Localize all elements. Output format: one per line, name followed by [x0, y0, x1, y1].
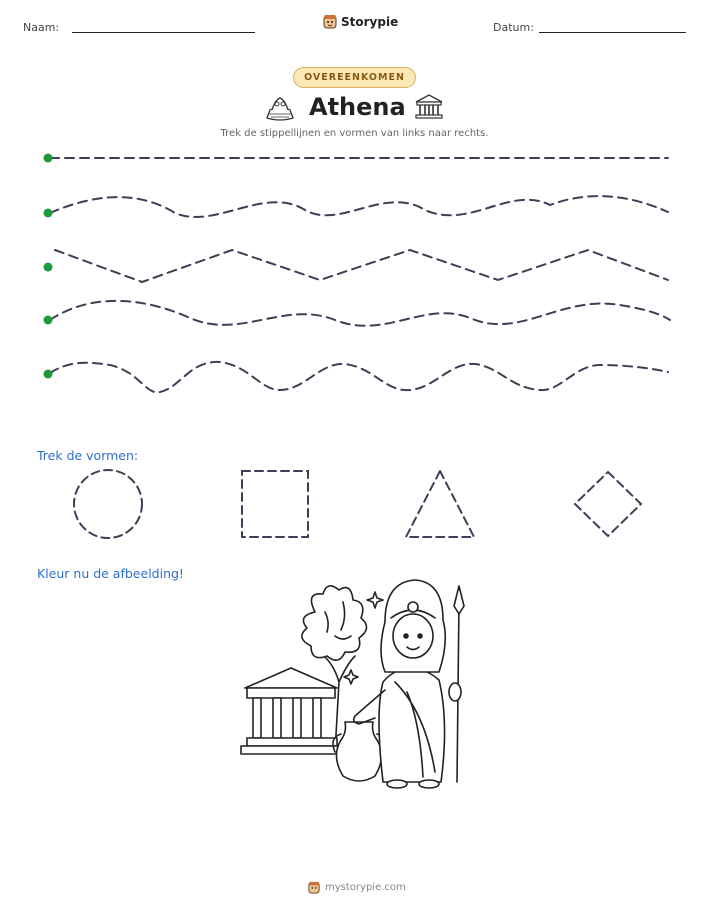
- temple-roof: [245, 668, 337, 688]
- start-dot-3: [44, 263, 53, 272]
- footer: [308, 881, 406, 894]
- start-dot-1: [44, 154, 53, 163]
- tracing-line-zigzag: [55, 250, 668, 282]
- brand-logo: [323, 14, 398, 29]
- start-dot-4: [44, 316, 53, 325]
- page-title: Athena: [309, 93, 406, 121]
- instruction-text: Trek de stippellijnen en vormen van links naar rechts.: [220, 128, 489, 139]
- brand-name: Storypie: [341, 14, 399, 29]
- date-field[interactable]: [539, 32, 686, 33]
- trace-diamond: [575, 472, 641, 536]
- tracing-line-wave-1: [50, 196, 668, 217]
- sparkle-2: [344, 670, 358, 684]
- athena-robe: [379, 668, 445, 782]
- sparkle-1: [367, 592, 383, 608]
- start-dot-5: [44, 370, 53, 379]
- shapes-area: [0, 462, 709, 552]
- tree-leaves: [302, 586, 367, 660]
- trace-circle: [74, 470, 142, 538]
- name-field[interactable]: [72, 32, 255, 33]
- tracing-line-wave-3: [50, 362, 668, 392]
- name-label: Naam:: [23, 21, 60, 34]
- coloring-label: Kleur nu de afbeelding!: [37, 566, 184, 581]
- topic-badge: OVEREENKOMEN: [293, 67, 416, 88]
- footer-url[interactable]: mystorypie.com: [325, 882, 406, 893]
- temple-icon: [414, 93, 444, 125]
- vase: [336, 722, 381, 781]
- shapes-label: Trek de vormen:: [37, 448, 139, 463]
- owl-nest-icon: [263, 92, 297, 126]
- athena-coloring-image: [235, 572, 475, 792]
- tracing-line-wave-2: [50, 301, 670, 326]
- trace-triangle: [406, 471, 474, 537]
- date-label: Datum:: [493, 21, 534, 34]
- start-dot-2: [44, 209, 53, 218]
- pie-mascot-icon: [308, 881, 320, 894]
- athena-face: [393, 614, 433, 658]
- tracing-area: [0, 140, 709, 400]
- pie-mascot-icon: [323, 14, 337, 29]
- trace-square: [242, 471, 308, 537]
